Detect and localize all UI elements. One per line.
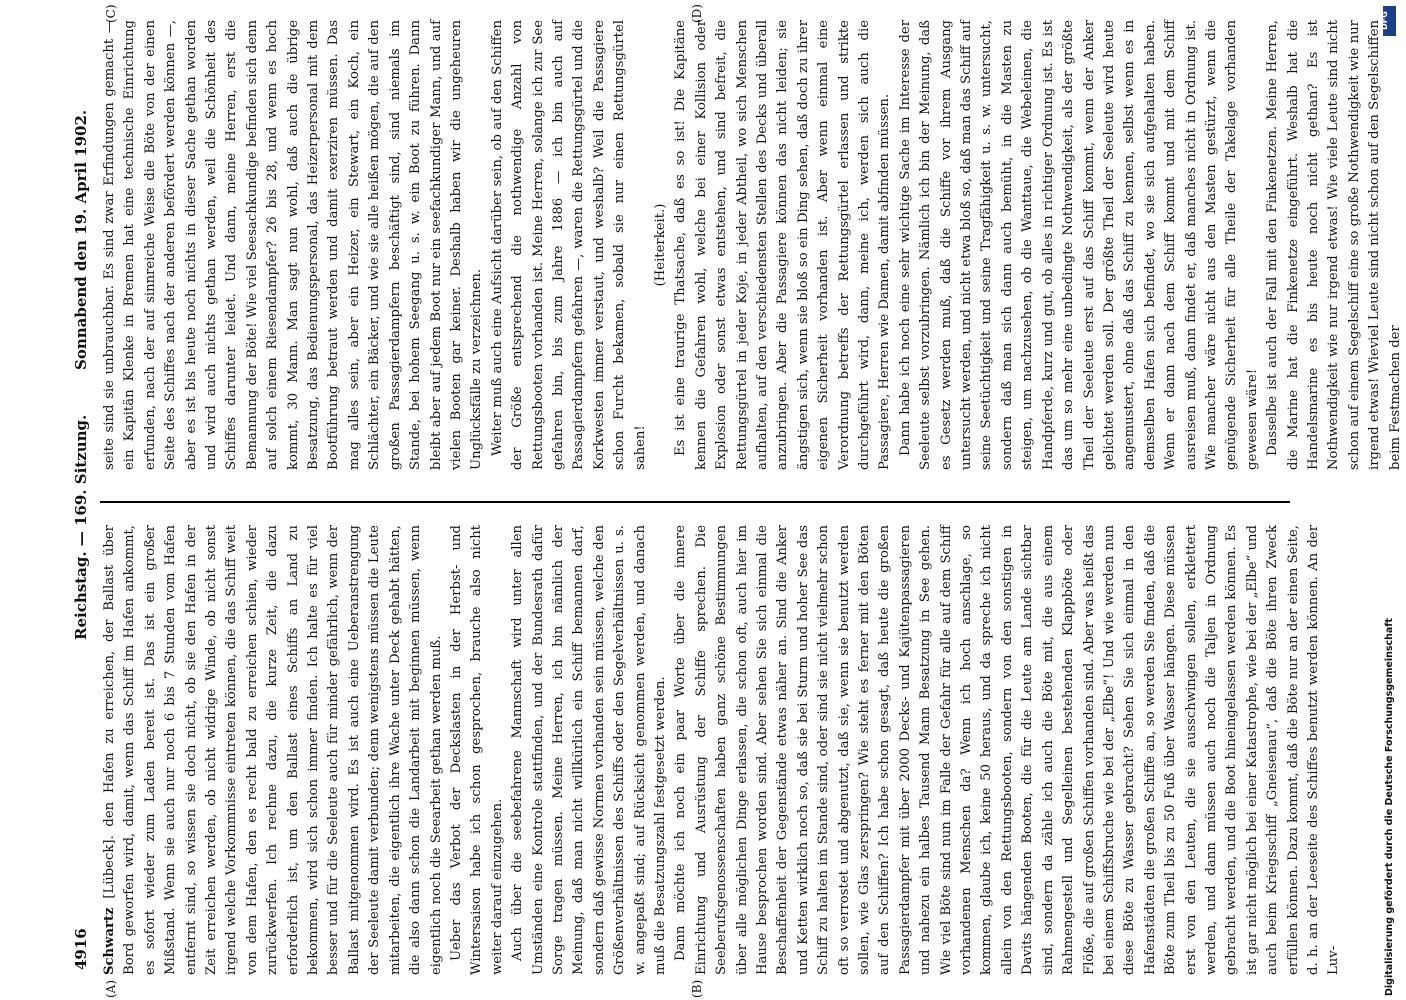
column-divider (100, 501, 1290, 503)
dfg-logo-text: DFG (1379, 11, 1389, 30)
funding-note-text: Digitalisierung gefördert durch die Deutsche Forschungsgemeinschaft (1384, 618, 1395, 996)
paragraph: Auch über die seebefahrene Mannschaft wird unter allen Umständen eine Kontrole stattfinden, und der Bundesrath dafür Sorge tragen müssen. Meine Herren, ich bin nämlich der Meinung, daß man nicht willkürlich ein Schiff bemannen darf, sondern daß gewisse Normen vorhanden sein müssen, welche den Größenverhältnissen des Schiffs oder den Segelverhältnissen u. s. w. angepaßt sind; auf Rücksicht genommen werden, und danach muß die Besatzungszahl festgesetzt werden. (510, 525, 668, 975)
margin-mark-c: (C) (104, 4, 118, 23)
margin-mark-b: (B) (690, 979, 704, 998)
paragraph: seite sind sie unbrauchbar. Es sind zwar Erfindungen gemacht — ein Kapitän Klenke in Bremen hat eine technische Einrichtung erfunden, nach der auf sinnreiche Weise die Böte von der einen Seite des Schiffes nach der anderen befördert werden können —, aber es ist bis heute noch nichts in dieser Sache gethan worden und wird auch nichts gethan werden, weil die Schönheit des Schiffes darunter leidet. Und dann, meine Herren, erst die Bemannung der Böte! Wie viel Seesachkundige befinden sich denn auf solch einem Riesendampfer? 26 bis 28, und wenn es hoch kommt, 30 Mann. Man sagt nun wohl, daß auch die übrige Besatzung, das Bedienungspersonal, das Heizerpersonal mit dem Bootführung betraut werden und damit exerziren müssen. Das mag alles sein, aber ein Heizer, ein Stewart, ein Koch, ein Schlächter, ein Bäcker, und wie sie alle heißen mögen, die auf den großen Passagierdampfern beschäftigt sind, sind niemals im Stande, bei hohem Seegang u. s. w. ein Boot zu führen. Dann bleibt aber auf jedem Boot nur ein seefachkundiger Mann, und auf vielen Booten gar keiner. Deshalb haben wir die ungeheuren Unglücksfälle zu verzeichnen. (102, 20, 485, 470)
dfg-logo (1379, 6, 1396, 36)
paragraph: Es ist eine traurige Thatsache, daß es so ist! Die Kapitäne kennen die Gefahren wohl, welche bei einer Kollision oder Explosion oder sonst etwas entstehen, und sind befreit, die Rettungsgürtel in jeder Koje, in jeder Abtheil, wo sich Menschen aufhalten, auf den verschiedensten Stellen des Decks und überall anzubringen. Aber die Passagiere können das nicht leiden; sie ängstigen sich, wenn sie bloß so ein Ding sehen, daß doch zu ihrer eigenen Sicherheit vorhanden ist. Aber wenn einmal eine Verordnung betreffs der Rettungsgürtel erlassen und strikte durchgeführt wird, dann, meine ich, werden sich auch die Passagiere, Herren wie Damen, damit abfinden müssen. (673, 20, 893, 470)
margin-mark-d: (D) (690, 4, 704, 23)
paragraph: Dann habe ich noch eine sehr wichtige Sache im Interesse der Seeleute selbst vorzubringen. Nämlich ich bin der Meinung, daß es Gesetz werden muß, daß die Schiffe vor ihrem Ausgang untersucht werden, und nicht etwa bloß so, daß man das Schiff auf seine Seetüchtigkeit und seine Tragfähigkeit u. s. w. untersucht, sondern daß man sich dann auch bemüht, in die Masten zu steigen, um nachzusehen, ob die Wanttaue, die Webeleinen, die Handpferde, kurz und gut, ob alles in richtiger Ordnung ist. Es ist das um so mehr eine unbedingte Nothwendigkeit, als der größte Theil der Seeleute erst auf das Schiff kommt, wenn der Anker gelichtet werden soll. Der größte Theil der Seeleute wird heute angemustert, ohne daß das Schiff zu kennen, selbst wenn es in demselben Hafen sich befindet, wo sie sich aufgehalten haben. Wenn er dann nach dem Schiff kommt und mit dem Schiff ausreisen muß, dann findet er, daß manches nicht in Ordnung ist. Wie mancher wäre nicht aus den Masten gestürzt, wenn die genügende Sicherheit für alle Theile der Takelage vorhanden gewesen wäre! (897, 20, 1260, 470)
session-date: Sonnabend den 19. April 1902. (72, 109, 90, 370)
session-title: Reichstag. — 169. Sitzung. (72, 414, 90, 640)
paragraph: Dasselbe ist auch der Fall mit den Finkenetzen. Meine Herren, die Marine hat die Finkenetze eingeführt. Weshalb hat die Handelsmarine es bis heute noch nicht gethan? Es ist Nothwendigkeit wie nur irgend etwas! Wie viele Leute sind nicht schon auf einem Segelschiff eine so große Nothwendigkeit wie nur irgend etwas! Wieviel Leute sind nicht schon auf den Segelschiffen beim Festmachen der (1265, 20, 1403, 470)
page-number: 4916 (72, 928, 90, 970)
margin-mark-a: (A) (104, 979, 118, 998)
funding-note (1384, 6, 1396, 996)
interjection: (Heiterkeit.) (652, 203, 668, 287)
speaker-name: Schwartz (102, 907, 117, 975)
paragraph-text: den Hafen zu erreichen, der Ballast über Bord geworfen wird, damit, wenn das Schiff im Hafen ankommt, es sofort wieder zum Laden bereit ist. Das ist ein großer Mißstand. Wenn sie auch nur noch 6 bis 7 Stunden vom Hafen entfernt sind, so wissen sie doch nicht, ob sie den Hafen in der Zeit erreichen werden, ob nicht widrige Winde, ob nicht sonst irgend welche Vorkommnisse eintreten können, die das Schiff weit von dem Hafen, den es recht bald zu erreichen schien, wieder zurückwerfen. Ich rechne dazu, die kurze Zeit, die dazu erforderlich ist, um den Ballast eines Schiffs an Land zu bekommen, wird sich schon immer finden. Ich halte es für viel besser und für die Seeleute auch für minder gefährlich, wenn der Ballast mitgenommen wird. Es ist auch eine Ueberanstrengung der Seeleute damit verbunden; denn wenigstens müssen die Leute mitarbeiten, die eigentlich ihre Wache unter Deck gehabt hätten, die also dann schon die Landarbeit mit beginnen müssen, wenn eigentlich noch die Seearbeit gethan werden muß. (102, 525, 444, 975)
paragraph: Weiter muß auch eine Aufsicht darüber sein, ob auf den Schiffen der Größe entsprechend die nothwendige Anzahl von Rettungsbooten vorhanden ist. Meine Herren, solange ich zur See gefahren bin, bis zum Jahre 1886 — ich bin auch auf Passagierdampfern gefahren —, waren die Rettungsgürtel und die Korkwesten immer verstaut, und weshalb? Weil die Passagiere schon Furcht bekamen, sobald sie nur einen Rettungsgürtel sahen! (489, 20, 648, 470)
speaker-place: [Lübeck]. (102, 835, 117, 899)
paragraph: Dann möchte ich noch ein paar Worte über die innere Einrichtung und Ausrüstung der Schiffe sprechen. Die Seeberufsgenossenschaften haben ganz schöne Bestimmungen über alle möglichen Dinge erlassen, die schon oft, auch hier im Hause besprochen worden sind. Aber sehen Sie sich einmal die Beschaffenheit der Gegenstände etwas näher an. Sind die Anker und Ketten wirklich noch so, daß sie bei Sturm und hoher See das Schiff zu halten im Stande sind, oder sind sie nicht vielmehr schon oft so verrostet und abgenutzt, daß sie, wenn sie benutzt werden sollen, wie Glas zerspringen? Wie steht es ferner mit den Böten auf den Schiffen? Ich habe schon gesagt, daß heute die großen Passagierdampfer mit über 2000 Decks- und Kajütenpassagieren und nahezu ein halbes Tausend Mann Besatzung in See gehen. Wie viel Böte sind nun im Falle der Gefahr für alle auf dem Schiff vorhandenen Menschen da? Wenn ich hoch anschlage, so kommen, glaube ich, keine 50 heraus, und da spreche ich nicht allein von den Rettungsbooten, sondern von den sonstigen in Davits hängenden Booten, die für die Leute am Lande sichtbar sind, sondern da zähle ich auch die Böte mit, die aus einem Rahmengestell und Segelleinen bestehenden Klappböte oder Flöße, die auf großen Schiffen vorhanden sind. Aber was heißt das bei einem Schiffsbruche wie bei der „Elbe“! Und wie werden nun diese Böte zu Wasser gebracht? Sehen Sie sich einmal in den Hafenstädten die großen Schiffe an, so werden Sie finden, daß die Böte zum Theil bis zu 50 Fuß über Wasser hängen. Diese müssen erst von den Leuten, die sie ausschwingen sollen, erklettert werden, und dann müssen auch noch die Taljen in Ordnung gebracht werden, und die Boot hineingelassen werden können. Es ist gar nicht möglich bei einer Katastrophe, wie bei der „Elbe“ und auch beim Kriegsschiff „Gneisenau“, daß die Böte ihren Zweck erfüllen können. Dazu kommt, daß die Böte nur an der einen Seite, d. h. an der Leeseite des Schiffes benutzt werden können. An der Luv- (673, 525, 1342, 975)
paragraph: Ueber das Verbot der Deckslasten in der Herbst- und Wintersaison habe ich schon gesprochen, brauche also nicht weiter darauf einzugehen. (448, 525, 505, 975)
page-header (72, 30, 98, 970)
paragraph (100, 525, 447, 975)
left-column (100, 525, 1342, 975)
